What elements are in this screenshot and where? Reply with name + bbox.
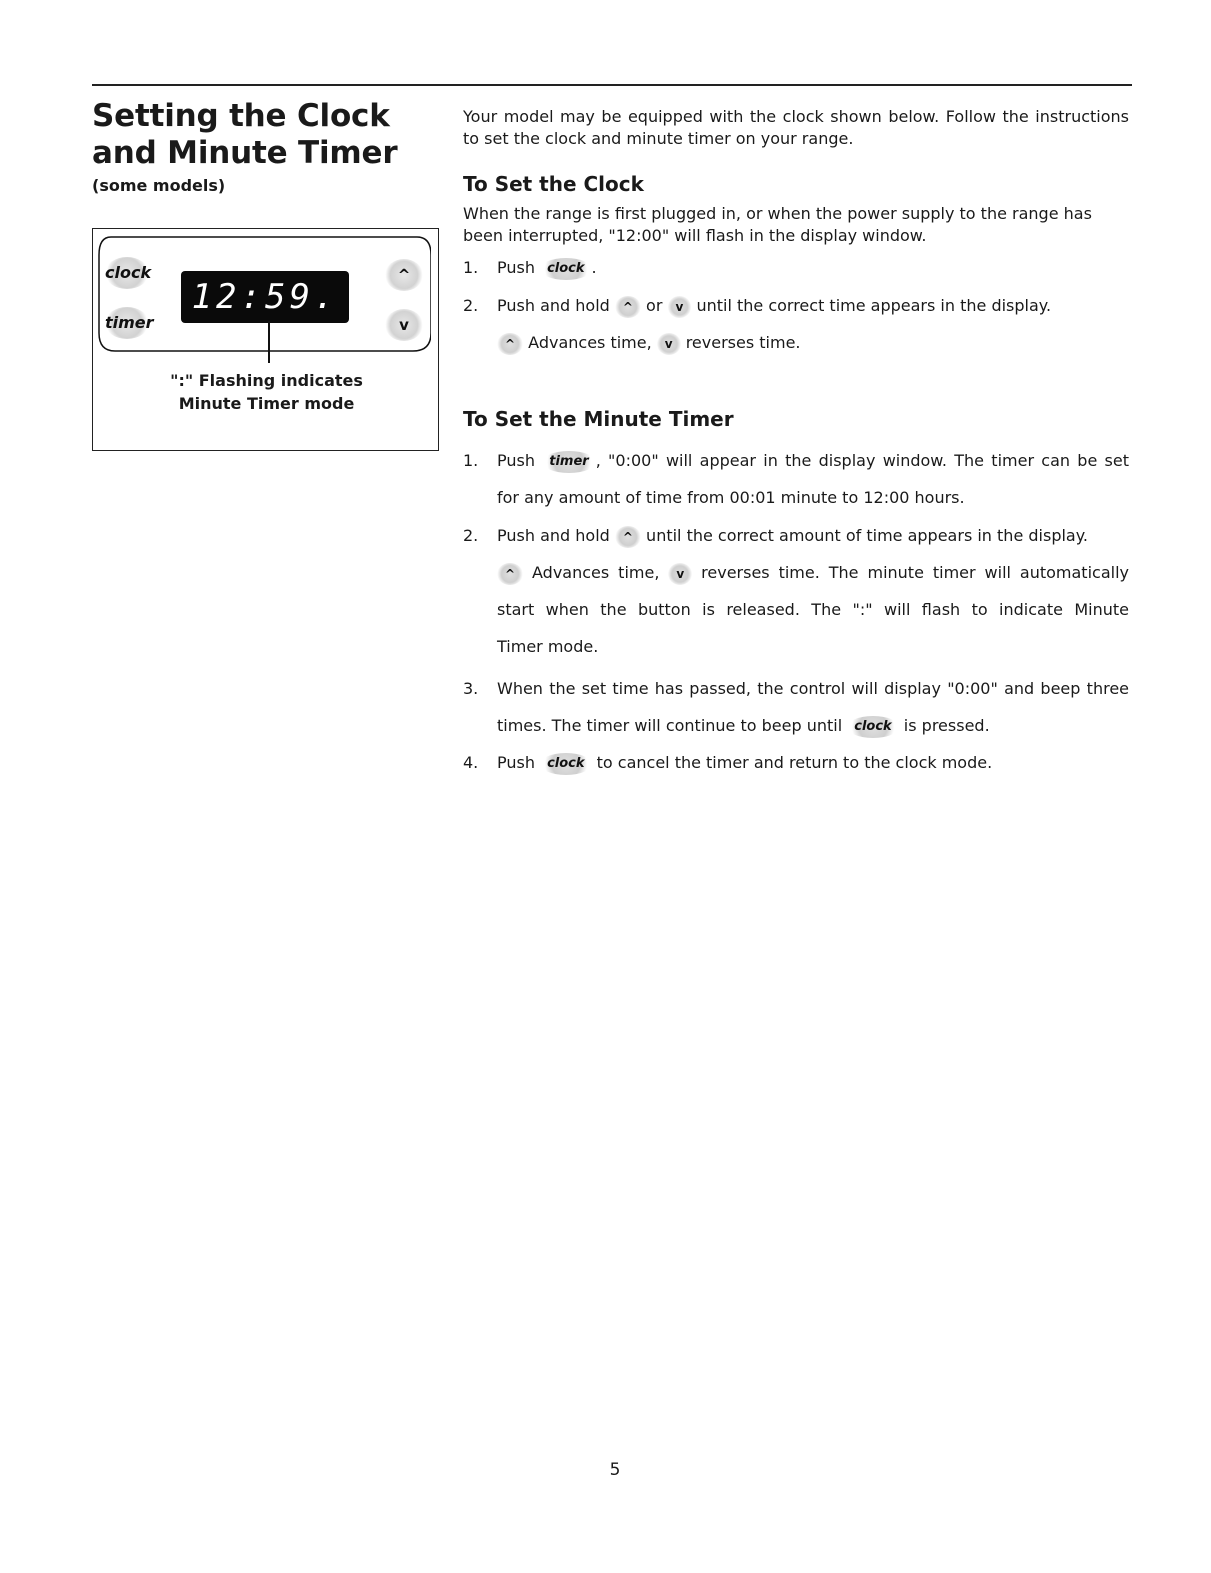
clock-icon: clock xyxy=(540,753,591,775)
caption-line-2: Minute Timer mode xyxy=(178,394,355,413)
step-number: 2. xyxy=(463,296,479,315)
timer-step-1 xyxy=(463,442,1129,516)
step-text: start when the button is released. The ":" will flash to indicate Minute xyxy=(497,600,1129,619)
up-arrow-icon: ^ xyxy=(615,296,641,318)
step-text: is pressed. xyxy=(903,716,990,735)
timer-step-4 xyxy=(463,744,1129,781)
step-text: Advances time, xyxy=(528,333,652,352)
step-text: . xyxy=(591,258,597,277)
set-clock-heading: To Set the Clock xyxy=(463,172,644,196)
clock-step-2 xyxy=(463,287,1129,361)
clock-figure xyxy=(92,228,439,451)
up-arrow-icon: ^ xyxy=(497,333,523,355)
caption-line-1: ":" Flashing indicates xyxy=(170,371,363,390)
step-number: 2. xyxy=(463,526,479,545)
clock-step-1 xyxy=(463,249,1129,286)
clock-button[interactable]: clock xyxy=(105,257,149,289)
down-arrow-icon: v xyxy=(668,563,692,585)
step-text: Push xyxy=(497,258,535,277)
page-title: Setting the Clock and Minute Timer xyxy=(92,98,398,171)
caption-leader-line xyxy=(268,321,270,363)
clock-display: 12:59. xyxy=(181,271,349,323)
timer-step-2 xyxy=(463,517,1129,665)
clock-icon: clock xyxy=(540,258,591,280)
up-arrow-icon: ^ xyxy=(497,563,523,585)
step-text: or xyxy=(646,296,663,315)
clock-icon: clock xyxy=(847,716,898,738)
top-rule xyxy=(92,84,1132,86)
step-number: 4. xyxy=(463,753,479,772)
step-text: for any amount of time from 00:01 minute to 12:00 hours. xyxy=(497,488,965,507)
control-panel xyxy=(97,233,431,355)
step-text: Advances time, xyxy=(532,563,660,582)
step-text: Push xyxy=(497,753,535,772)
step-text: , "0:00" will appear in the display window. The timer can be set xyxy=(595,451,1129,470)
step-text: reverses time. The minute timer will automatically xyxy=(701,563,1129,582)
step-text: Timer mode. xyxy=(497,637,599,656)
step-number: 3. xyxy=(463,679,479,698)
set-clock-paragraph: When the range is first plugged in, or when the power supply to the range has been interrupted, "12:00" will flash in the display window. xyxy=(463,204,1092,245)
down-arrow-button[interactable]: v xyxy=(385,309,423,341)
step-text: until the correct time appears in the display. xyxy=(696,296,1052,315)
up-arrow-icon: ^ xyxy=(615,526,641,548)
step-text: until the correct amount of time appears in the display. xyxy=(646,526,1088,545)
step-number: 1. xyxy=(463,258,479,277)
timer-icon: timer xyxy=(542,451,595,473)
page-number: 5 xyxy=(609,1460,621,1480)
step-text: times. The timer will continue to beep until xyxy=(497,716,843,735)
step-text: to cancel the timer and return to the clock mode. xyxy=(596,753,993,772)
timer-step-3 xyxy=(463,670,1129,744)
figure-caption xyxy=(93,369,440,415)
up-arrow-button[interactable]: ^ xyxy=(385,259,423,291)
timer-button[interactable]: timer xyxy=(105,307,149,339)
intro-paragraph: Your model may be equipped with the clock shown below. Follow the instructions to set the clock and minute timer on your range. xyxy=(463,107,1129,148)
set-timer-heading: To Set the Minute Timer xyxy=(463,407,734,431)
step-text: reverses time. xyxy=(685,333,801,352)
step-text: When the set time has passed, the control will display "0:00" and beep three xyxy=(497,679,1129,698)
step-number: 1. xyxy=(463,451,479,470)
step-text: Push xyxy=(497,451,535,470)
step-text: Push and hold xyxy=(497,296,610,315)
step-text: Push and hold xyxy=(497,526,610,545)
down-arrow-icon: v xyxy=(668,296,692,318)
page-subtitle: (some models) xyxy=(92,176,226,195)
down-arrow-icon: v xyxy=(657,333,681,355)
